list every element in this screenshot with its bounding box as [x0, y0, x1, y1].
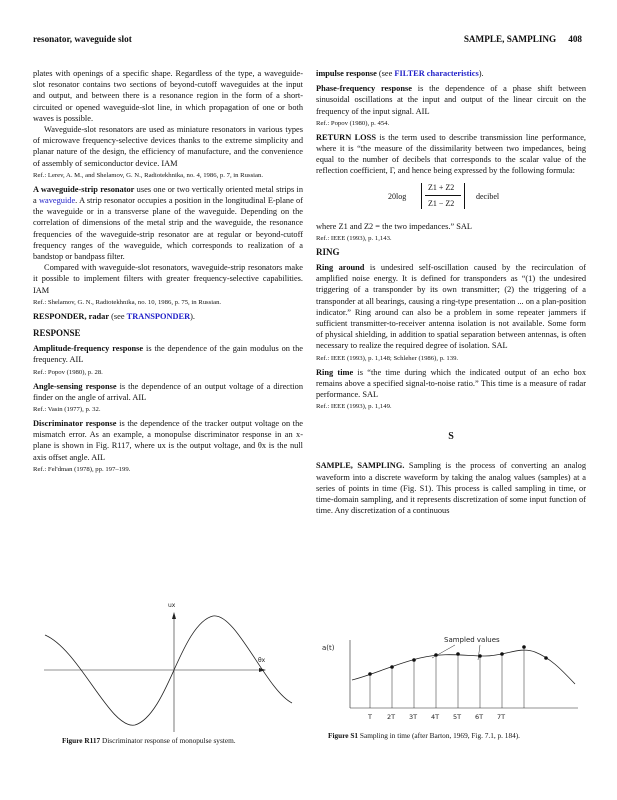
formula-log: 20log [388, 191, 407, 201]
y-axis-arrow [172, 612, 176, 619]
text: ). [478, 69, 484, 78]
header-right [464, 34, 582, 44]
text: uses one or two vertically oriented metal strips in a [33, 184, 304, 206]
paragraph [33, 343, 303, 365]
sample-point [390, 665, 394, 669]
term: RESPONDER, radar [33, 311, 110, 321]
discriminator-curve [45, 616, 292, 725]
figure-r117 [40, 600, 295, 735]
tick-label: T [368, 713, 372, 721]
text: is “the time during which the indicated output of an echo box remains above a specified signal-to-noise ratio.” This time is a measure of radar performance. SAL [316, 367, 586, 400]
reference: Ref.: Lerev, A. M., and Shelamov, G. N., Radiotekhnika, no. 4, 1986, p. 7, in Russian. [33, 171, 264, 179]
reference: Ref.: Fel'dman (1978), pp. 197–199. [33, 465, 131, 473]
figure-title: Sampled values [444, 636, 500, 644]
paragraph: plates with openings of a specific shape. Regardless of the type, a waveguide-slot resonator contains two sections of beyond-cutoff waveguides at the input and output, and between there is a resonance region in the form of a short-circuited or opened waveguide-slot line, in which propagation of one or both waves is possible. [33, 69, 303, 123]
term: Ring time [316, 367, 354, 377]
text: . A strip resonator occupies a position in the longitudinal E-plane of the waveguide or in a transverse plane of the waveguide. Depending on the correlation of dimensions of the metal strip and the waveguide, the resonance frequencies of the waveguide-strip resonator are at regular or beyond-cutoff frequency ranges of the waveguide, which corresponds to realization of a bandstop or bandpass filter. [33, 196, 304, 262]
figure-s1 [320, 632, 582, 724]
sample-point [522, 645, 526, 649]
link-filter-characteristics[interactable]: FILTER characteristics [394, 69, 479, 78]
return-loss-formula [316, 179, 586, 215]
text: is the term used to describe transmission line performance, where it is “the measure of the dissimilarity between two impedances, being equal to the number of decibels that corresponds to the scalar value of the reflection coefficient, Γ, and hence being expressed by the following formula: [316, 132, 587, 176]
fraction-line [425, 195, 461, 196]
abs-bar-right [464, 183, 465, 209]
paragraph [316, 460, 586, 516]
term: Amplitude-frequency response [33, 344, 144, 354]
text: (see [376, 69, 395, 78]
term: Ring around [316, 263, 365, 273]
paragraph: where Z1 and Z2 = the two impedances.” SAL [316, 221, 473, 231]
sample-stems [370, 647, 524, 708]
term: Discriminator response [33, 419, 117, 429]
caption-label: Figure S1 [328, 731, 359, 740]
sample-point [478, 654, 482, 658]
term: impulse response [316, 69, 377, 78]
formula-denominator: Z1 − Z2 [428, 198, 455, 208]
term: Angle-sensing response [33, 381, 117, 391]
sample-point [456, 652, 460, 656]
paragraph [316, 367, 586, 401]
tick-label: 4T [431, 713, 440, 721]
right-column [316, 68, 586, 516]
paragraph: Compared with waveguide-slot resonators, waveguide-strip resonators make it possible to implement filters with greater frequency-selective capabilities. IAM [33, 263, 303, 295]
reference: Ref.: IEEE (1993), p. 1,148; Schleher (1986), p. 139. [316, 354, 459, 362]
paragraph [33, 184, 303, 262]
figure-s1-caption [328, 731, 568, 741]
figure-r117-caption [62, 736, 292, 746]
tick-label: 2T [387, 713, 396, 721]
tick-label: 5T [453, 713, 462, 721]
sample-point [544, 656, 548, 660]
analog-waveform [352, 650, 575, 684]
tick-label: 3T [409, 713, 418, 721]
link-transponder[interactable]: TRANSPONDER [126, 311, 191, 321]
link-waveguide[interactable]: waveguide [39, 196, 76, 206]
reference: Ref.: Vasin (1977), p. 32. [33, 406, 101, 414]
text: is the dependence of the tracker output voltage on the mismatch error. As an example, a monopulse discriminator response in an x-plane is shown in Fig. R117, where ux is the output voltage, and θx is the null axis offset angle. AIL [33, 419, 303, 462]
left-column [33, 68, 303, 478]
formula-numerator: Z1 + Z2 [428, 182, 455, 192]
reference: Ref.: Popov (1980), p. 454. [316, 119, 390, 127]
sample-point [500, 652, 504, 656]
page-number: 408 [568, 34, 582, 44]
paragraph [316, 262, 586, 352]
formula-unit: decibel [476, 191, 500, 201]
caption-label: Figure R117 [62, 736, 101, 745]
text: is the dependence of an output voltage of a direction finder on the angle of arrival. AIL [33, 381, 303, 402]
term: Phase-frequency response [316, 84, 412, 94]
caption-text: Sampling in time (after Barton, 1969, Fig. 7.1, p. 184). [358, 731, 521, 740]
sample-point [412, 658, 416, 662]
y-axis-label: a(t) [322, 644, 335, 652]
section-letter: S [448, 431, 454, 443]
section-heading: RESPONSE [33, 328, 81, 339]
term: SAMPLE, SAMPLING. [316, 461, 405, 471]
sample-point [434, 653, 438, 657]
term: A waveguide-strip resonator [33, 184, 135, 194]
paragraph [316, 83, 586, 117]
paragraph [33, 381, 303, 403]
y-axis-label: ux [168, 602, 176, 609]
x-tick-labels [367, 713, 505, 721]
caption-text: Discriminator response of monopulse system. [100, 736, 236, 745]
paragraph [33, 418, 303, 463]
paragraph [316, 132, 586, 177]
text: is the dependence of a phase shift between sinusoidal oscillations at the input and output of the linear circuit on the frequency of the input signal. AIL [316, 84, 586, 116]
paragraph: Waveguide-slot resonators are used as miniature resonators in various types of microwave frequency-selective devices thanks to the extreme simplicity and planar nature of the design, the efficiency of manufacture, and the convenience of assembly of semiconductor device. IAM [33, 125, 303, 168]
text: ). [190, 311, 196, 321]
section-heading: RING [316, 246, 340, 257]
term: RETURN LOSS [316, 132, 376, 142]
tick-label: 6T [475, 713, 484, 721]
entry [316, 68, 586, 79]
text: (see [109, 311, 127, 321]
sample-point [368, 672, 372, 676]
reference: Ref.: IEEE (1993), p. 1,149. [316, 403, 392, 411]
x-axis-label: θx [258, 657, 266, 664]
reference: Ref.: Shelamov, G. N., Radiotekhnika, no. 10, 1986, p. 75, in Russian. [33, 298, 222, 306]
abs-bar-left [421, 183, 422, 209]
header-section: SAMPLE, SAMPLING [463, 34, 557, 44]
text: is the dependence of the gain modulus on the frequency. AIL [33, 344, 303, 365]
text: is undesired self-oscillation caused by the recirculation of amplified noise energy. It is defined for transponders as “(1) the undesired triggering of a transponder by its own transmitter; (2) the triggering of a transponder at all bearings, causing a ring-type presentation ... on a plan-position indicator.” Ring around can also be a problem in some repeater jammers if sufficient transmitter-to-receiver antenna isolation is not available. Some form of physical shielding, in addition to spatial separation between antennas, is often necessary to realize the required degree of isolation. SAL [316, 263, 587, 351]
text: Sampling is the process of converting an analog waveform into a discrete waveform by taking the analog values (samples) at a series of points in time (Fig. S1). This process is called sampling in time, or time-domain sampling, and it represents discretization of some input function of time. Any discretization of a continuous [316, 461, 586, 516]
header-left: resonator, waveguide slot [33, 34, 132, 44]
entry [33, 311, 303, 322]
page-header [33, 34, 582, 48]
reference: Ref.: IEEE (1993), p. 1,143. [316, 234, 392, 242]
tick-label: 7T [497, 713, 506, 721]
reference: Ref.: Popov (1980), p. 28. [33, 368, 103, 376]
